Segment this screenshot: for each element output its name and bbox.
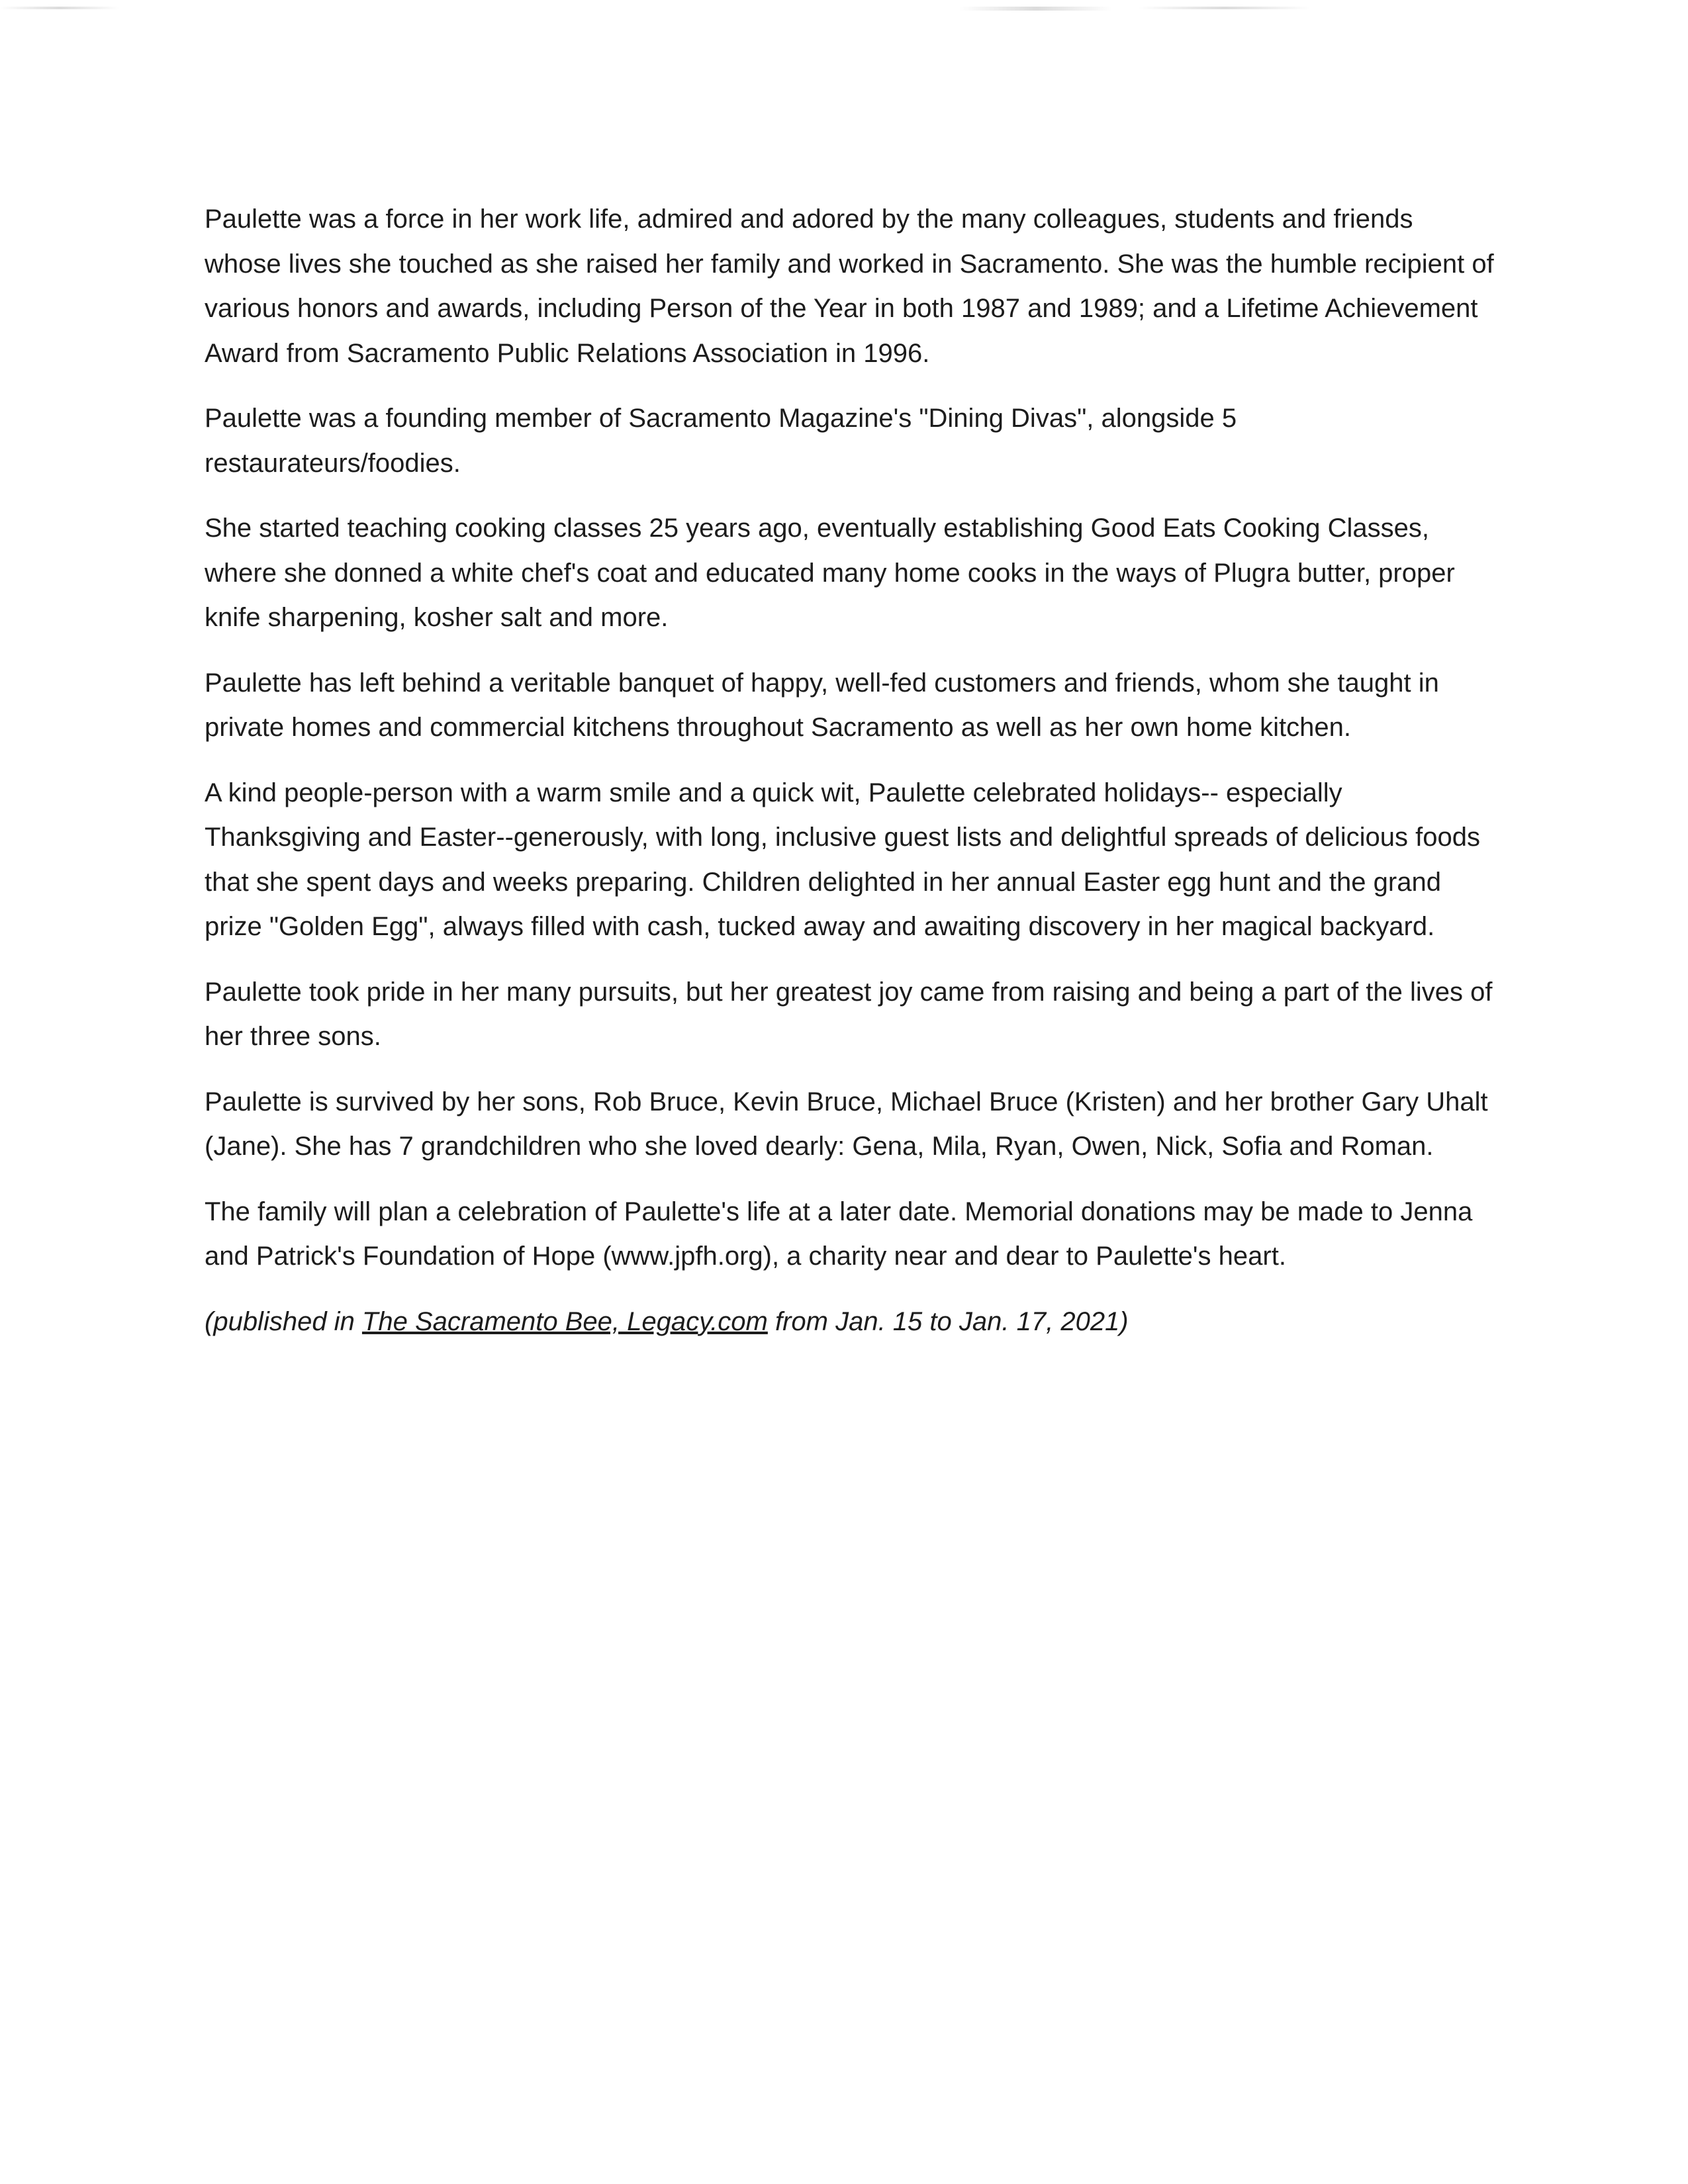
scan-artifact [1139, 7, 1311, 9]
paragraph-sons: Paulette took pride in her many pursuits, but her greatest joy came from raising and being a part of the lives of her three sons. [205, 977, 1493, 1051]
paragraph-dining-divas: Paulette was a founding member of Sacramento Magazine's "Dining Divas", alongside 5 restaurateurs/foodies. [205, 404, 1237, 478]
paragraph-memorial: The family will plan a celebration of Paulette's life at a later date. Memorial donations may be made to Jenna and Patrick's Foundation of Hope (www.jpfh.org), a charity near and dear to Paulette's heart. [205, 1197, 1473, 1271]
publication-prefix: (published in [205, 1306, 362, 1336]
paragraph-work-life: Paulette was a force in her work life, admired and adored by the many colleagues, students and friends whose lives she touched as she raised her family and worked in Sacramento. She was the humble recipient of various honors and awards, including Person of the Year in both 1987 and 1989; and a Lifetime Achievement Award from Sacramento Public Relations Association in 1996. [205, 205, 1494, 368]
paragraph-cooking-classes: She started teaching cooking classes 25 years ago, eventually establishing Good Eats Cooking Classes, where she donned a white chef's coat and educated many home cooks in the ways of Plugra butter, proper knife sharpening, kosher salt and more. [205, 514, 1455, 632]
scan-artifact [0, 7, 119, 9]
scan-artifact [960, 7, 1112, 11]
paragraph-survivors: Paulette is survived by her sons, Rob Bruce, Kevin Bruce, Michael Bruce (Kristen) and her brother Gary Uhalt (Jane). She has 7 grandchildren who she loved dearly: Gena, Mila, Ryan, Owen, Nick, Sofia and Roman. [205, 1087, 1488, 1161]
publication-note [205, 1300, 1495, 1345]
publication-source-link[interactable]: The Sacramento Bee, Legacy.com [361, 1306, 768, 1336]
publication-suffix: from Jan. 15 to Jan. 17, 2021) [767, 1306, 1129, 1336]
paragraph-customers: Paulette has left behind a veritable banquet of happy, well-fed customers and friends, whom she taught in private homes and commercial kitchens throughout Sacramento as well as her own home kitchen. [205, 668, 1439, 742]
paragraph-holidays: A kind people-person with a warm smile and a quick wit, Paulette celebrated holidays-- especially Thanksgiving and Easter--generously, with long, inclusive guest lists and delightful spreads of delicious foods that she spent days and weeks preparing. Children delighted in her annual Easter egg hunt and the grand prize "Golden Egg", always filled with cash, tucked away and awaiting discovery in her magical backyard. [205, 778, 1480, 941]
obituary-text [205, 197, 1495, 1365]
